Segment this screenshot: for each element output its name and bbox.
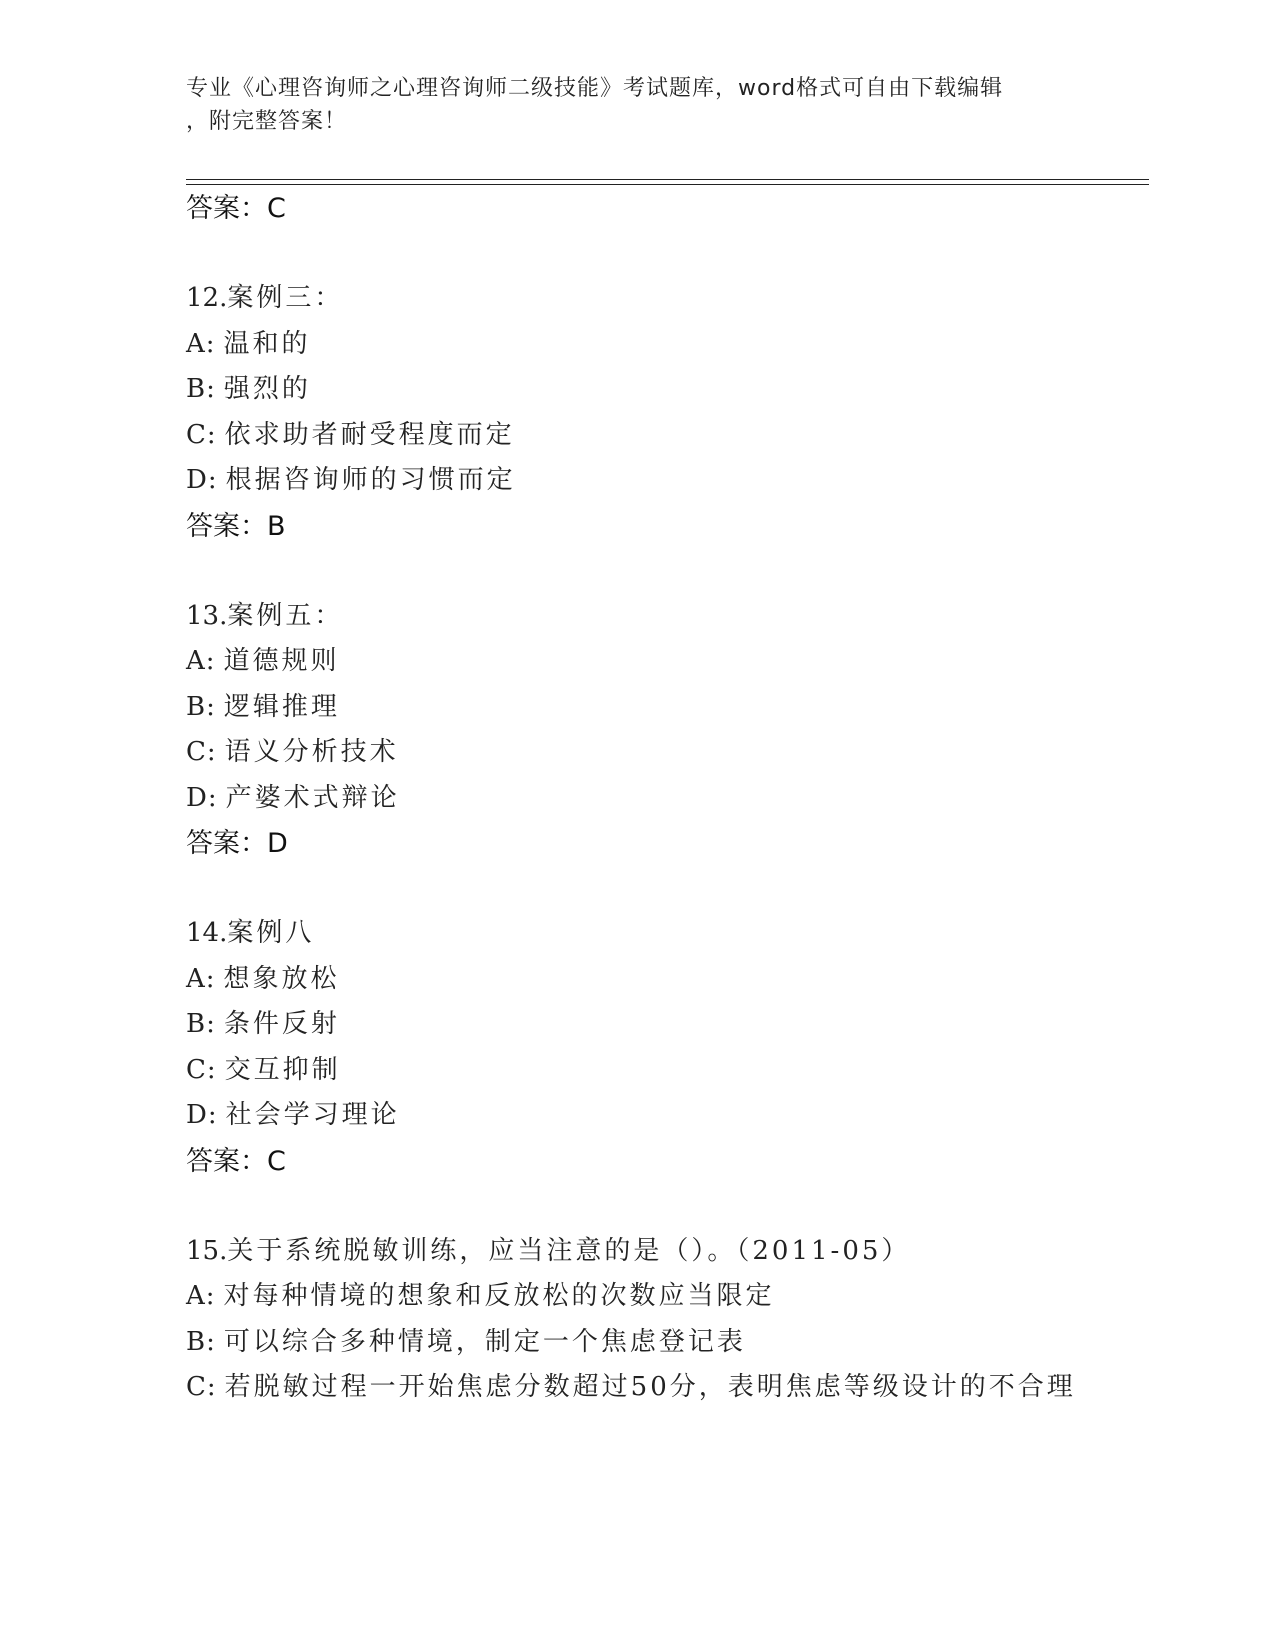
question-title: [186, 911, 1086, 957]
question-13: [186, 594, 1086, 867]
question-title: [186, 594, 1086, 640]
answer-13: 答案：D: [186, 828, 288, 859]
option-b: B: 可以综合多种情境，制定一个焦虑登记表: [186, 1326, 746, 1357]
question-text: 案例五：: [227, 600, 344, 631]
question-14: [186, 911, 1086, 1184]
question-text: 案例三：: [227, 283, 344, 313]
option-c: C: 语义分析技术: [186, 737, 399, 767]
question-12: [186, 276, 1086, 549]
option-a: A: 想象放松: [186, 963, 340, 994]
option-c: C: 依求助者耐受程度而定: [186, 419, 515, 450]
question-15: [186, 1229, 1086, 1411]
option-a: A: 温和的: [186, 328, 311, 359]
option-a: A: 对每种情境的想象和反放松的次数应当限定: [186, 1281, 775, 1311]
option-b: B: 逻辑推理: [186, 691, 340, 722]
question-number: 12.: [186, 283, 228, 313]
option-b: B: 条件反射: [186, 1009, 340, 1039]
header-rule-top: [186, 179, 1149, 180]
option-d: D: 社会学习理论: [186, 1100, 400, 1130]
option-d: D: 产婆术式辩论: [186, 782, 400, 813]
question-number: 14.: [186, 918, 228, 948]
question-title: [186, 1229, 1086, 1275]
question-text: 关于系统脱敏训练，应当注意的是（）。（2011-05）: [227, 1235, 911, 1266]
document-header: [186, 72, 1066, 138]
option-c: C: 交互抑制: [186, 1054, 341, 1085]
question-title: [186, 276, 1086, 322]
header-line-1: 专业《心理咨询师之心理咨询师二级技能》考试题库，word格式可自由下载编辑: [186, 76, 1004, 101]
answer-12: 答案：B: [186, 510, 286, 542]
option-c: C: 若脱敏过程一开始焦虑分数超过50分，表明焦虑等级设计的不合理: [186, 1372, 1076, 1402]
answer-14: 答案：C: [186, 1145, 286, 1177]
question-number: 15.: [186, 1235, 228, 1266]
option-d: D: 根据咨询师的习惯而定: [186, 465, 516, 495]
header-line-2: ，附完整答案！: [186, 109, 348, 134]
question-content: [186, 186, 1086, 1411]
question-text: 案例八: [227, 918, 315, 948]
option-a: A: 道德规则: [186, 646, 340, 676]
option-b: B: 强烈的: [186, 374, 311, 404]
answer-11: 答案：C: [186, 193, 286, 224]
question-number: 13.: [186, 600, 228, 631]
header-rule-bottom: [186, 184, 1149, 185]
